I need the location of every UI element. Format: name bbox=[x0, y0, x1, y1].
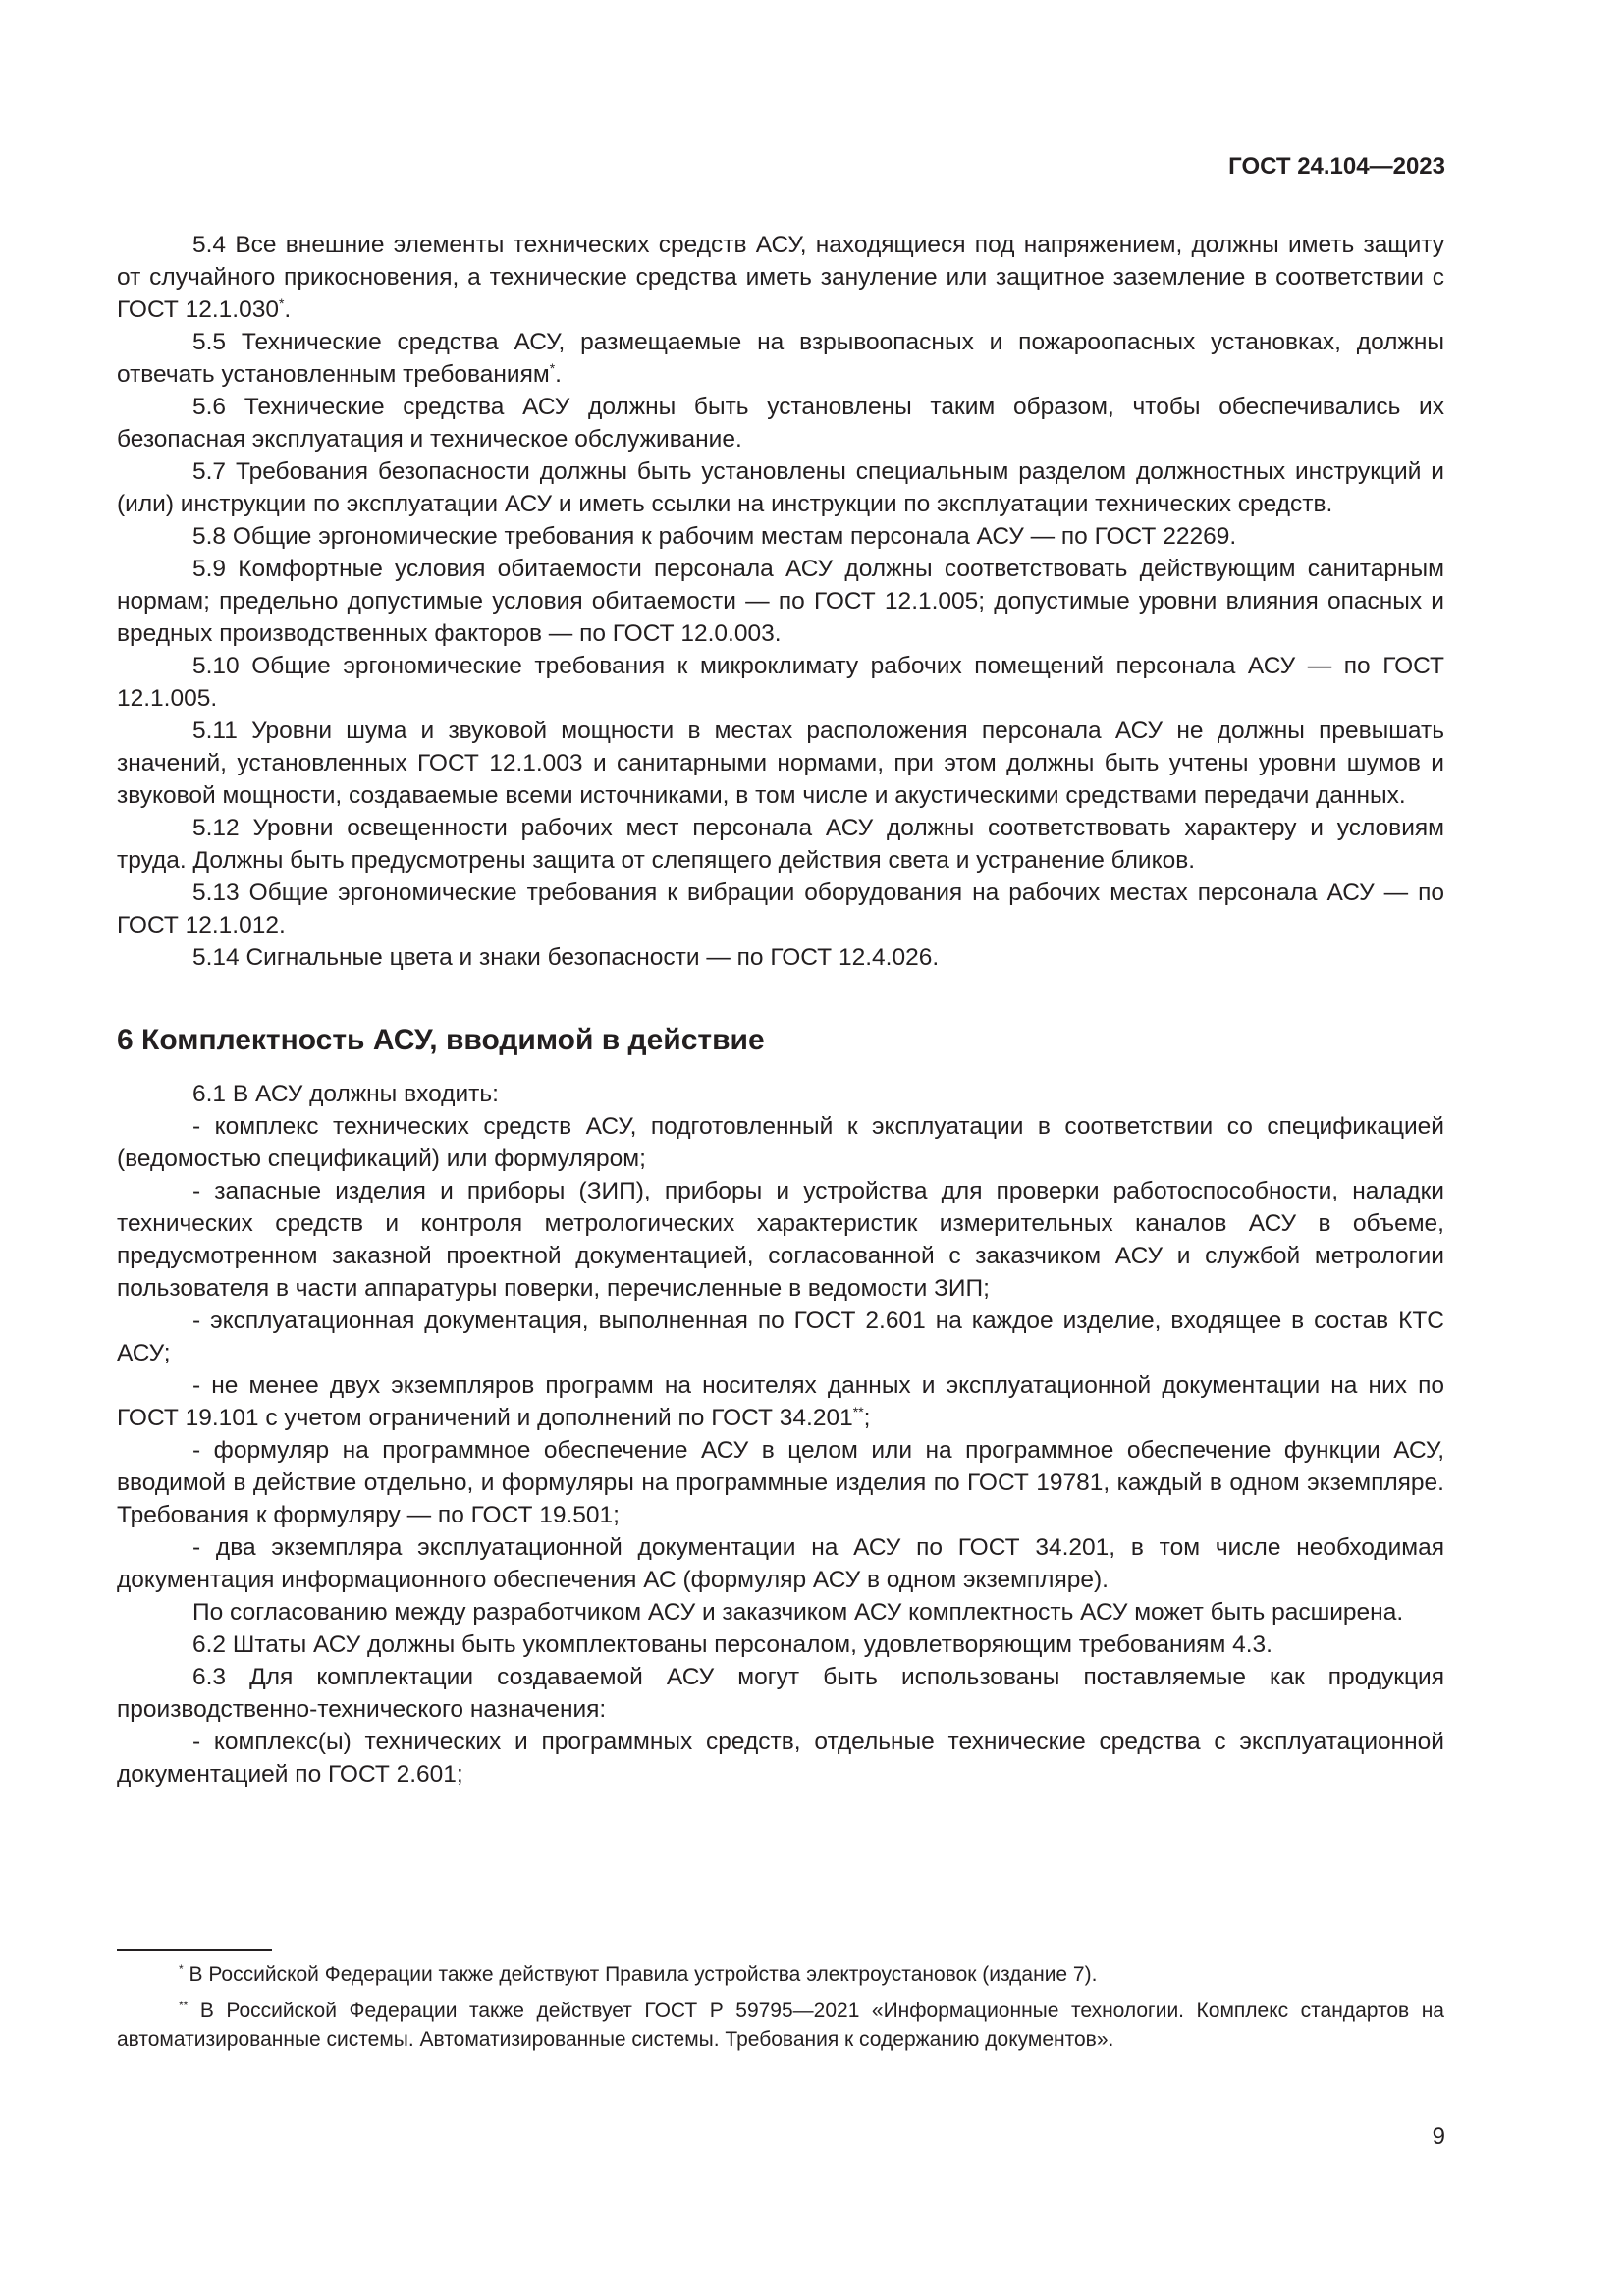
footnote-ref[interactable]: * bbox=[549, 359, 556, 376]
paragraph-6-3: 6.3 Для комплектации создаваемой АСУ могут быть использованы поставляемые как продукция производственно-технического назначения: bbox=[117, 1664, 1444, 1723]
list-item: - эксплуатационная документация, выполненная по ГОСТ 2.601 на каждое изделие, входящее в состав КТС АСУ; bbox=[117, 1308, 1444, 1366]
paragraph-5-12: 5.12 Уровни освещенности рабочих мест персонала АСУ должны соответствовать характеру и условиям труда. Должны быть предусмотрены защита от слепящего действия света и устранение бликов. bbox=[117, 815, 1444, 874]
paragraph-5-11: 5.11 Уровни шума и звуковой мощности в местах расположения персонала АСУ не должны превышать значений, установленных ГОСТ 12.1.003 и санитарными нормами, при этом должны быть учтены уровни шумов и звуковой мощности, создаваемые всеми источниками, в том числе и акустическими средствами передачи данных. bbox=[117, 718, 1444, 809]
page-number: 9 bbox=[1432, 2123, 1445, 2150]
paragraph-5-5: 5.5 Технические средства АСУ, размещаемые на взрывоопасных и пожароопасных установках, должны отвечать установленным требованиям*. bbox=[117, 329, 1444, 388]
list-item: - два экземпляра эксплуатационной документации на АСУ по ГОСТ 34.201, в том числе необходимая документация информационного обеспечения АС (формуляр АСУ в одном экземпляре). bbox=[117, 1534, 1444, 1593]
footnote-ref[interactable]: ** bbox=[852, 1403, 864, 1419]
paragraph-6-note: По согласованию между разработчиком АСУ и заказчиком АСУ комплектность АСУ может быть расширена. bbox=[192, 1599, 1404, 1626]
footnote-ref[interactable]: * bbox=[278, 294, 285, 311]
document-code-header: ГОСТ 24.104—2023 bbox=[1228, 153, 1445, 180]
footnotes bbox=[117, 1960, 1444, 2061]
paragraph-5-10: 5.10 Общие эргономические требования к микроклимату рабочих помещений персонала АСУ — по ГОСТ 12.1.005. bbox=[117, 653, 1444, 712]
list-item: - запасные изделия и приборы (ЗИП), приборы и устройства для проверки работоспособности, наладки технических средств и контроля метрологических характеристик измерительных каналов АСУ в объеме, предусмотренном заказной проектной документацией, согласованной с заказчиком АСУ и службой метрологии пользователя в части аппаратуры поверки, перечисленные в ведомости ЗИП; bbox=[117, 1178, 1444, 1302]
paragraph-5-9: 5.9 Комфортные условия обитаемости персонала АСУ должны соответствовать действующим санитарным нормам; предельно допустимые условия обитаемости — по ГОСТ 12.1.005; допустимые уровни влияния опасных и вредных производственных факторов — по ГОСТ 12.0.003. bbox=[117, 556, 1444, 647]
paragraph-5-8: 5.8 Общие эргономические требования к рабочим местам персонала АСУ — по ГОСТ 22269. bbox=[192, 523, 1237, 550]
section-6-heading: 6 Комплектность АСУ, вводимой в действие bbox=[117, 1024, 765, 1056]
list-item: - комплекс(ы) технических и программных средств, отдельные технические средства с эксплуатационной документацией по ГОСТ 2.601; bbox=[117, 1729, 1444, 1788]
paragraph-5-14: 5.14 Сигнальные цвета и знаки безопасности — по ГОСТ 12.4.026. bbox=[192, 944, 940, 971]
paragraph-5-13: 5.13 Общие эргономические требования к вибрации оборудования на рабочих местах персонала АСУ — по ГОСТ 12.1.012. bbox=[117, 880, 1444, 938]
section-5-paragraphs bbox=[117, 229, 1444, 974]
paragraph-6-1: 6.1 В АСУ должны входить: bbox=[192, 1081, 499, 1107]
list-item: - формуляр на программное обеспечение АСУ в целом или на программное обеспечение функции АСУ, вводимой в действие отдельно, и формуляры на программные изделия по ГОСТ 19781, каждый в одном экземпляре. Требования к формуляру — по ГОСТ 19.501; bbox=[117, 1437, 1444, 1528]
footnote-separator bbox=[117, 1949, 272, 1951]
footnote: ** В Российской Федерации также действует ГОСТ Р 59795—2021 «Информационные технологии. Комплекс стандартов на автоматизированные системы. Автоматизированные системы. Требования к содержанию документов». bbox=[117, 1999, 1444, 2051]
paragraph-5-6: 5.6 Технические средства АСУ должны быть установлены таким образом, чтобы обеспечивались их безопасная эксплуатация и техническое обслуживание. bbox=[117, 394, 1444, 453]
list-item: - комплекс технических средств АСУ, подготовленный к эксплуатации в соответствии со спецификацией (ведомостью спецификаций) или формуляром; bbox=[117, 1113, 1444, 1172]
paragraph-5-7: 5.7 Требования безопасности должны быть установлены специальным разделом должностных инструкций и (или) инструкции по эксплуатации АСУ и иметь ссылки на инструкции по эксплуатации технических средств. bbox=[117, 458, 1444, 517]
paragraph-6-2: 6.2 Штаты АСУ должны быть укомплектованы персоналом, удовлетворяющим требованиям 4.3. bbox=[192, 1631, 1272, 1658]
document-body bbox=[117, 229, 1444, 1790]
list-item: - не менее двух экземпляров программ на носителях данных и эксплуатационной документации на них по ГОСТ 19.101 с учетом ограничений и дополнений по ГОСТ 34.201**; bbox=[117, 1372, 1444, 1431]
footnote: * В Российской Федерации также действуют Правила устройства электроустановок (издание 7). bbox=[179, 1962, 1098, 1986]
paragraph-5-4: 5.4 Все внешние элементы технических средств АСУ, находящиеся под напряжением, должны иметь защиту от случайного прикосновения, а технические средства иметь зануление или защитное заземление в соответствии с ГОСТ 12.1.030*. bbox=[117, 232, 1444, 323]
section-6-paragraphs bbox=[117, 1078, 1444, 1790]
